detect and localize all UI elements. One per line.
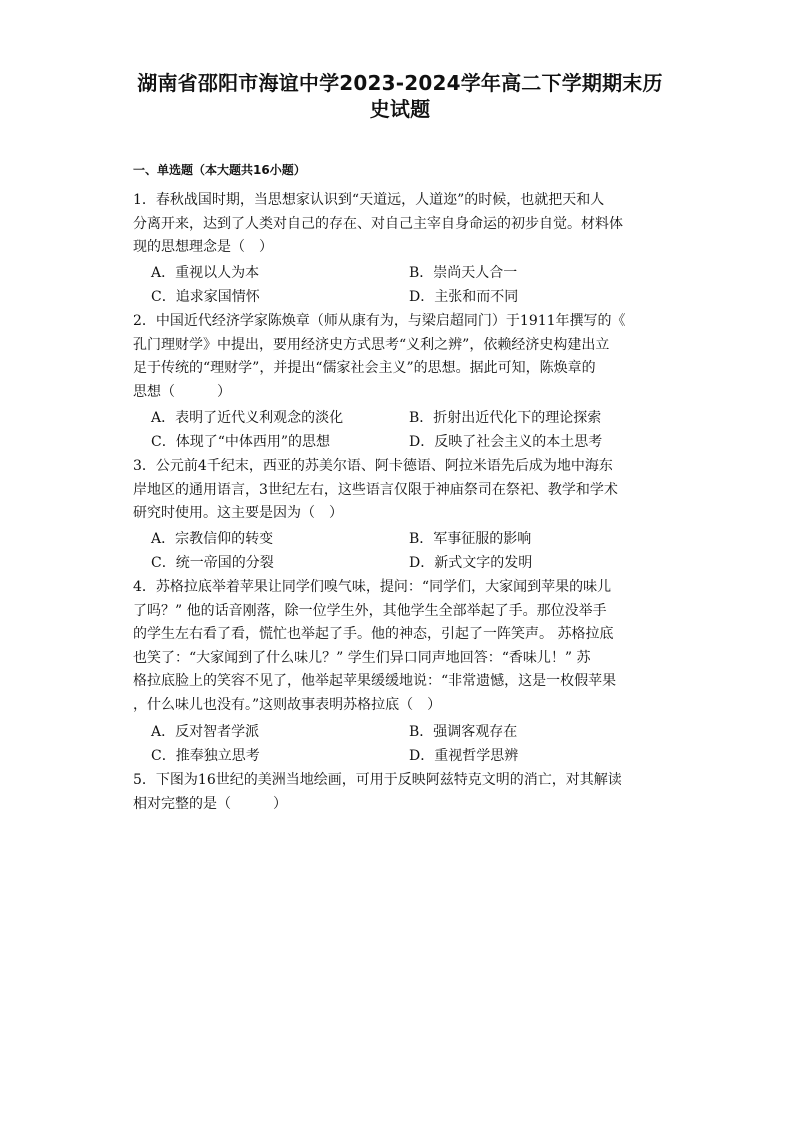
question-line: 3．公元前4千纪末，西亚的苏美尔语、阿卡德语、阿拉米语先后成为地中海东 — [133, 458, 613, 474]
question-1-options — [151, 262, 671, 309]
question-line: 孔门理财学》中提出，要用经济史方式思考“义利之辨”，依赖经济史构建出立 — [133, 336, 610, 353]
question-line: 现的思想理念是（ ） — [133, 239, 273, 255]
option-a: A．重视以人为本 — [151, 265, 260, 281]
option-a: A．反对智者学派 — [151, 724, 260, 740]
question-line: 思想（ ） — [133, 383, 231, 400]
question-line: 分离开来，达到了人类对自己的存在、对自己主宰自身命运的初步自觉。材料体 — [133, 215, 623, 232]
question-4-stem — [133, 576, 673, 717]
option-d: D．主张和而不同 — [409, 288, 519, 305]
option-a: A．表明了近代义利观念的淡化 — [151, 410, 344, 426]
question-line: 格拉底脸上的笑容不见了，他举起苹果缓缓地说：“非常遗憾，这是一枚假苹果 — [133, 673, 617, 689]
question-line: 岸地区的通用语言，3世纪左右，这些语言仅限于神庙祭司在祭祀、教学和学术 — [133, 481, 618, 498]
question-line: 研究时使用。这主要是因为（ ） — [133, 505, 343, 521]
question-line: 足于传统的“理财学”，并提出“儒家社会主义”的思想。据此可知，陈焕章的 — [133, 360, 596, 376]
question-1-stem — [133, 189, 673, 260]
section-heading: 一、单选题（本大题共16小题） — [133, 163, 306, 177]
option-d: D．反映了社会主义的本土思考 — [409, 433, 603, 450]
option-b: B．强调客观存在 — [409, 724, 518, 740]
option-c: C．统一帝国的分裂 — [151, 554, 274, 571]
question-5-stem — [133, 769, 673, 816]
option-c: C．推奉独立思考 — [151, 747, 260, 764]
question-line: 也笑了：“大家闻到了什么味儿？” 学生们异口同声地回答：“香味儿！” 苏 — [133, 649, 591, 666]
option-b: B．折射出近代化下的理论探索 — [409, 410, 602, 426]
document-title — [120, 70, 680, 122]
question-3-stem — [133, 455, 673, 526]
option-b: B．崇尚天人合一 — [409, 265, 518, 281]
question-2-stem — [133, 310, 673, 404]
question-4-options — [151, 721, 671, 768]
option-a: A．宗教信仰的转变 — [151, 531, 274, 547]
question-3-options — [151, 528, 671, 575]
option-c: C．追求家国情怀 — [151, 288, 260, 305]
question-line: 5．下图为16世纪的美洲当地绘画，可用于反映阿兹特克文明的消亡，对其解读 — [133, 772, 622, 788]
title-line-2: 史试题 — [369, 97, 431, 121]
question-line: 4．苏格拉底举着苹果让同学们嗅气味，提问：“同学们，大家闻到苹果的味儿 — [133, 579, 612, 595]
title-line-1: 湖南省邵阳市海谊中学2023-2024学年高二下学期期末历 — [137, 71, 663, 95]
option-d: D．重视哲学思辨 — [409, 747, 519, 764]
option-c: C．体现了“中体西用”的思想 — [151, 433, 331, 450]
question-line: 1．春秋战国时期，当思想家认识到“天道远，人道迩”的时候，也就把天和人 — [133, 192, 605, 208]
question-line: 了吗？” 他的话音刚落，除一位学生外，其他学生全部举起了手。那位没举手 — [133, 602, 607, 619]
question-2-options — [151, 407, 671, 454]
question-line: 相对完整的是（ ） — [133, 795, 287, 812]
option-d: D．新式文字的发明 — [409, 554, 533, 571]
question-line: 的学生左右看了看，慌忙也举起了手。他的神态，引起了一阵笑声。 苏格拉底 — [133, 626, 614, 642]
option-b: B．军事征服的影响 — [409, 531, 532, 547]
question-line: 2．中国近代经济学家陈焕章（师从康有为，与梁启超同门）于1911年撰写的《 — [133, 313, 626, 329]
question-line: ，什么味儿也没有。”这则故事表明苏格拉底（ ） — [133, 696, 442, 713]
